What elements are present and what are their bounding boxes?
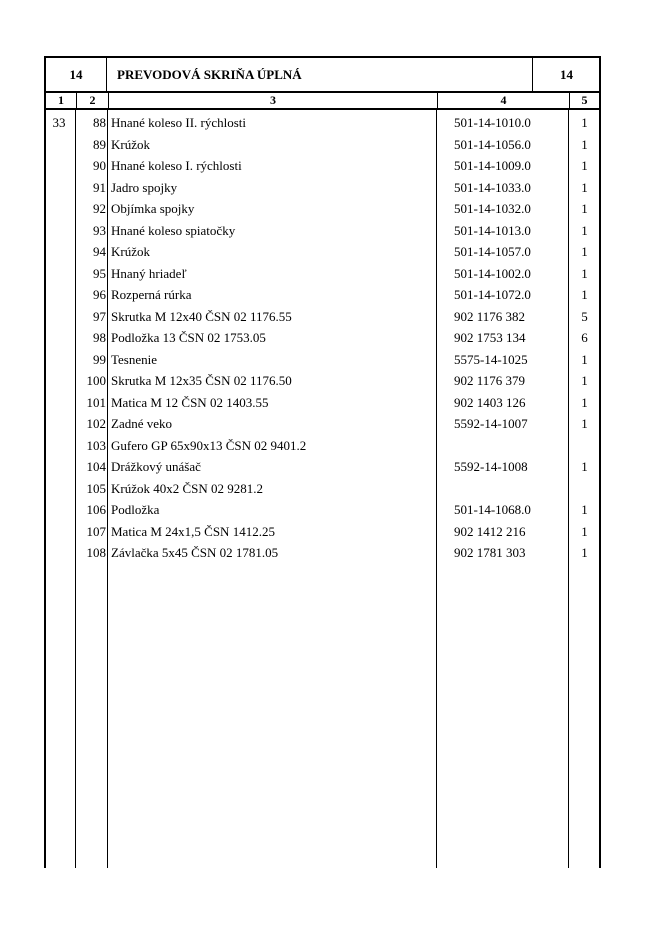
column-header-row [44, 93, 601, 110]
item-number: 88 [93, 115, 106, 130]
quantity: 1 [581, 222, 588, 238]
part-name: Drážkový unášač [111, 459, 201, 474]
table-row [44, 437, 601, 459]
table-row [44, 415, 601, 437]
table-row [44, 372, 601, 394]
part-name: Hnané koleso I. rýchlosti [111, 158, 242, 173]
part-name: Skrutka M 12x35 ČSN 02 1176.50 [111, 373, 292, 388]
part-code: 902 1753 134 [454, 330, 526, 345]
part-code: 501-14-1056.0 [454, 136, 531, 152]
quantity: 1 [581, 265, 588, 281]
group-number: 33 [52, 115, 66, 130]
table-row [44, 136, 601, 158]
part-name: Krúžok [111, 244, 150, 259]
table-row [44, 523, 601, 545]
part-name: Objímka spojky [111, 201, 195, 216]
part-code: 501-14-1068.0 [454, 502, 531, 517]
table-row [44, 114, 601, 136]
part-name: Krúžok [111, 136, 150, 152]
part-code: 501-14-1002.0 [454, 265, 531, 281]
column-header-4: 4 [500, 93, 507, 107]
item-number: 97 [93, 308, 106, 324]
part-code: 902 1781 303 [454, 545, 526, 560]
item-number: 98 [93, 330, 106, 345]
part-name: Matica M 12 ČSN 02 1403.55 [111, 394, 269, 410]
item-number: 100 [86, 373, 106, 388]
item-number: 103 [86, 437, 106, 453]
part-code: 902 1403 126 [454, 394, 526, 410]
item-number: 92 [93, 201, 106, 216]
part-name: Závlačka 5x45 ČSN 02 1781.05 [111, 545, 279, 560]
part-name: Hnaný hriadeľ [111, 265, 187, 281]
item-number: 101 [86, 394, 106, 410]
item-number: 105 [86, 480, 106, 496]
table-row [44, 329, 601, 351]
item-number: 94 [93, 244, 106, 259]
table-row [44, 243, 601, 265]
item-number: 96 [93, 287, 106, 302]
part-code: 501-14-1033.0 [454, 179, 531, 195]
quantity: 1 [581, 545, 588, 560]
quantity: 1 [581, 416, 588, 431]
part-name: Matica M 24x1,5 ČSN 1412.25 [111, 523, 275, 539]
part-name: Podložka [111, 502, 160, 517]
quantity: 1 [581, 287, 588, 302]
table-row [44, 394, 601, 416]
quantity: 5 [581, 308, 588, 324]
item-number: 95 [93, 265, 106, 281]
section-header [44, 56, 601, 93]
item-number: 99 [93, 351, 106, 367]
part-name: Jadro spojky [111, 179, 178, 195]
part-name: Rozperná rúrka [111, 287, 192, 302]
table-row [44, 222, 601, 244]
part-code: 501-14-1010.0 [454, 115, 531, 130]
quantity: 1 [581, 394, 588, 410]
item-number: 93 [93, 222, 106, 238]
part-code: 501-14-1009.0 [454, 158, 531, 173]
section-number-left: 14 [46, 58, 107, 91]
part-code: 5592-14-1007 [454, 416, 528, 431]
quantity: 1 [581, 502, 588, 517]
table-row [44, 200, 601, 222]
part-code: 902 1176 382 [454, 308, 526, 324]
quantity: 1 [581, 136, 588, 152]
quantity: 1 [581, 115, 588, 130]
item-number: 106 [86, 502, 106, 517]
table-row [44, 544, 601, 566]
table-row [44, 480, 601, 502]
parts-table-body [44, 114, 601, 566]
column-header-3: 3 [270, 93, 276, 107]
part-code: 501-14-1013.0 [454, 222, 531, 238]
quantity: 1 [581, 523, 588, 539]
item-number: 102 [86, 416, 106, 431]
item-number: 90 [93, 158, 106, 173]
quantity: 1 [581, 158, 588, 173]
quantity: 1 [581, 373, 588, 388]
item-number: 108 [86, 545, 106, 560]
section-number-right: 14 [532, 58, 600, 91]
part-name: Skrutka M 12x40 ČSN 02 1176.55 [111, 308, 292, 324]
quantity: 1 [581, 201, 588, 216]
table-row [44, 351, 601, 373]
table-row [44, 265, 601, 287]
table-row [44, 308, 601, 330]
column-header-1: 1 [58, 93, 64, 107]
part-code: 902 1412 216 [454, 523, 526, 539]
table-row [44, 458, 601, 480]
item-number: 91 [93, 179, 106, 195]
quantity: 1 [581, 459, 588, 474]
part-name: Hnané koleso spiatočky [111, 222, 236, 238]
part-name: Gufero GP 65x90x13 ČSN 02 9401.2 [111, 437, 307, 453]
part-name: Krúžok 40x2 ČSN 02 9281.2 [111, 480, 264, 496]
quantity: 1 [581, 351, 588, 367]
column-header-2: 2 [89, 93, 96, 107]
table-row [44, 179, 601, 201]
item-number: 104 [86, 459, 106, 474]
part-code: 902 1176 379 [454, 373, 526, 388]
part-name: Podložka 13 ČSN 02 1753.05 [111, 330, 266, 345]
quantity: 1 [581, 179, 588, 195]
table-row [44, 157, 601, 179]
part-name: Tesnenie [111, 351, 158, 367]
parts-list-sheet [44, 56, 601, 868]
part-code: 501-14-1057.0 [454, 244, 531, 259]
table-row [44, 501, 601, 523]
quantity: 6 [581, 330, 588, 345]
column-header-5: 5 [581, 93, 588, 107]
part-code: 5575-14-1025 [454, 351, 528, 367]
item-number: 107 [86, 523, 106, 539]
quantity: 1 [581, 244, 588, 259]
section-title: PREVODOVÁ SKRIŇA ÚPLNÁ [117, 66, 302, 82]
part-name: Zadné veko [111, 416, 173, 431]
part-code: 5592-14-1008 [454, 459, 528, 474]
item-number: 89 [93, 136, 106, 152]
part-code: 501-14-1032.0 [454, 201, 531, 216]
part-code: 501-14-1072.0 [454, 287, 531, 302]
part-name: Hnané koleso II. rýchlosti [111, 115, 247, 130]
table-row [44, 286, 601, 308]
